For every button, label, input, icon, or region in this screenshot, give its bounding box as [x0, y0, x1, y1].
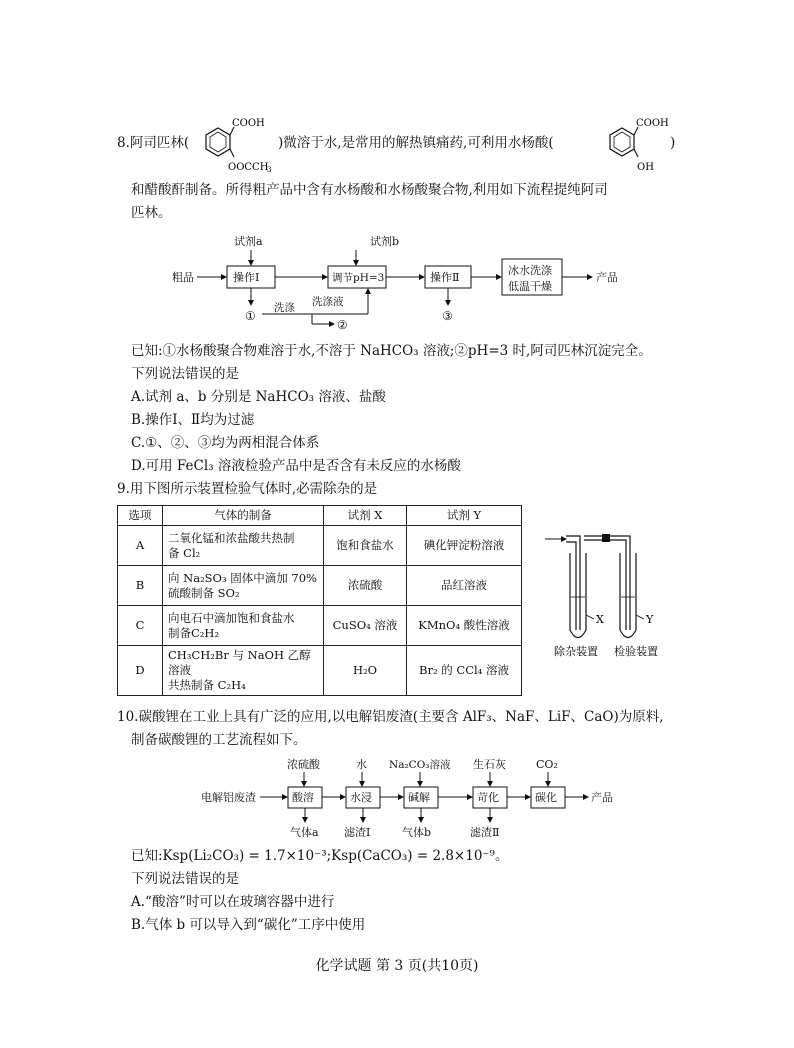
salicylic-oh-label: OH [637, 162, 654, 173]
table-cell-y: Br₂ 的 CCl₄ 溶液 [407, 646, 522, 696]
left-test-tube [570, 553, 586, 638]
benzene-inner-ring [210, 132, 226, 152]
apparatus-x-label: X [596, 613, 604, 626]
q8-reagent-a: 试剂a [234, 235, 263, 248]
q9-stem: 9.用下图所示装置检验气体时,必需除杂的是 [117, 481, 378, 497]
table-cell-x: CuSO₄ 溶液 [324, 606, 407, 646]
q8-c3: ③ [442, 309, 453, 323]
q10-out-2: 滤渣Ⅰ [344, 826, 371, 839]
table-header: 试剂 Y [407, 506, 522, 526]
table-row [118, 566, 522, 606]
q8-op2-label: 操作Ⅱ [430, 271, 460, 284]
q8-line1-middle: )微溶于水,是常用的解热镇痛药,可利用水杨酸( [278, 135, 554, 151]
table-cell-y: 品红溶液 [407, 566, 522, 606]
q8-final-line2: 低温干燥 [508, 280, 552, 293]
q9-apparatus [540, 525, 680, 665]
apparatus-y-label: Y [646, 613, 654, 626]
table-header-row [118, 506, 522, 526]
right-test-tube [620, 553, 636, 638]
q10-out-4: 滤渣Ⅱ [470, 826, 500, 839]
q9-table [117, 505, 522, 696]
table-cell-y: 碘化钾淀粉溶液 [407, 526, 522, 566]
q10-step-box [473, 787, 507, 808]
q8-c1: ① [245, 309, 256, 323]
q10-step-5: 碳化 [535, 791, 557, 804]
q10-step-box [346, 787, 380, 808]
q8-final-box [502, 259, 562, 295]
q10-reagent-3: Na₂CO₃溶液 [389, 759, 451, 771]
q8-adjust-label: 调节pH=3 [332, 272, 385, 284]
table-cell-y: KMnO₄ 酸性溶液 [407, 606, 522, 646]
q10-reagent-4: 生石灰 [473, 758, 506, 771]
table-cell-option: C [118, 606, 163, 646]
q8-option-b: B.操作Ⅰ、Ⅱ均为过滤 [131, 412, 255, 428]
q8-wash-liquid: 洗涤液 [312, 296, 344, 308]
aspirin-structure [196, 112, 276, 174]
q8-wash: 洗涤 [274, 302, 295, 314]
table-cell-option: B [118, 566, 163, 606]
connector-tube [584, 536, 630, 630]
table-cell-option: A [118, 526, 163, 566]
inlet-tube [566, 536, 580, 630]
q10-known: 已知:Ksp(Li₂CO₃) = 1.7×10⁻³;Ksp(CaCO₃) = 2.8×10⁻⁹。 [131, 848, 509, 864]
table-header: 气体的制备 [163, 506, 324, 526]
rubber-joint [602, 534, 610, 542]
q8-adjust-box [328, 266, 386, 288]
benzene-inner-ring [614, 132, 630, 152]
q10-option-b: B.气体 b 可以导入到“碳化”工序中使用 [131, 917, 366, 933]
q10-prompt: 下列说法错误的是 [131, 871, 239, 887]
q8-line1-start: 8.阿司匹林( [117, 135, 190, 151]
q8-line2: 和醋酸酐制备。所得粗产品中含有水杨酸和水杨酸聚合物,利用如下流程提纯阿司 [131, 182, 608, 198]
q10-step-box [404, 787, 438, 808]
q10-flow-input: 电解铝废渣 [201, 791, 256, 804]
table-cell-prep: CH₃CH₂Br 与 NaOH 乙醇溶液 共热制备 C₂H₄ [163, 646, 324, 696]
q8-op1-box [227, 266, 275, 288]
salicylic-acid-structure [600, 112, 672, 174]
q8-option-a: A.试剂 a、b 分别是 NaHCO₃ 溶液、盐酸 [131, 389, 386, 405]
q8-flow-input: 粗品 [172, 271, 194, 284]
q10-step-box [531, 787, 565, 808]
q10-line1: 10.碳酸锂在工业上具有广泛的应用,以电解铝废渣(主要含 AlF₃、NaF、LiF、CaO)为原料, [117, 709, 664, 725]
q10-step-3: 碱解 [408, 791, 430, 804]
table-cell-prep: 二氧化锰和浓盐酸共热制 备 Cl₂ [163, 526, 324, 566]
apparatus-left-caption: 除杂装置 [554, 645, 598, 658]
table-cell-x: 浓硫酸 [324, 566, 407, 606]
q8-line1-end: ) [670, 135, 676, 151]
aspirin-ester-label: OOCCH [228, 162, 269, 173]
table-cell-option: D [118, 646, 163, 696]
q10-reagent-5: CO₂ [536, 758, 558, 771]
q10-flow-output: 产品 [591, 791, 613, 804]
apparatus-right-caption: 检验装置 [614, 645, 658, 658]
table-header: 试剂 X [324, 506, 407, 526]
q8-op1-label: 操作Ⅰ [233, 271, 260, 284]
table-row [118, 526, 522, 566]
table-header: 选项 [118, 506, 163, 526]
q8-reagent-b: 试剂b [370, 235, 400, 248]
table-cell-x: 饱和食盐水 [324, 526, 407, 566]
table-row [118, 606, 522, 646]
q8-option-d: D.可用 FeCl₃ 溶液检验产品中是否含有未反应的水杨酸 [131, 458, 461, 474]
q10-step-1: 酸溶 [292, 791, 314, 804]
table-cell-x: H₂O [324, 646, 407, 696]
q8-final-line1: 冰水洗涤 [508, 264, 552, 277]
q10-step-2: 水浸 [350, 791, 372, 804]
q10-out-3: 气体b [402, 826, 432, 839]
aspirin-cooh-label: COOH [232, 118, 265, 129]
q10-reagent-1: 浓硫酸 [287, 758, 320, 771]
q10-step-box [288, 787, 322, 808]
page-footer: 化学试题 第 3 页(共10页) [315, 958, 479, 974]
q8-c2: ② [337, 318, 348, 332]
table-row [118, 646, 522, 696]
q8-option-c: C.①、②、③均为两相混合体系 [131, 435, 320, 451]
q8-prompt: 下列说法错误的是 [131, 366, 239, 382]
table-cell-prep: 向电石中滴加饱和食盐水 制备C₂H₂ [163, 606, 324, 646]
q8-known: 已知:①水杨酸聚合物难溶于水,不溶于 NaHCO₃ 溶液;②pH=3 时,阿司匹林沉淀完全。 [131, 343, 652, 359]
q10-step-4: 苛化 [477, 791, 499, 804]
q8-line3: 匹林。 [131, 205, 172, 221]
salicylic-cooh-label: COOH [636, 118, 669, 129]
q10-option-a: A.“酸溶”时可以在玻璃容器中进行 [131, 894, 335, 910]
q8-op2-box [425, 266, 471, 288]
aspirin-ester-sub: 3 [267, 166, 272, 174]
q8-flow-output: 产品 [596, 271, 618, 284]
table-cell-prep: 向 Na₂SO₃ 固体中滴加 70% 硫酸制备 SO₂ [163, 566, 324, 606]
q10-line2: 制备碳酸锂的工艺流程如下。 [131, 732, 307, 748]
q10-reagent-2: 水 [356, 758, 367, 771]
q10-out-1: 气体a [290, 826, 319, 839]
